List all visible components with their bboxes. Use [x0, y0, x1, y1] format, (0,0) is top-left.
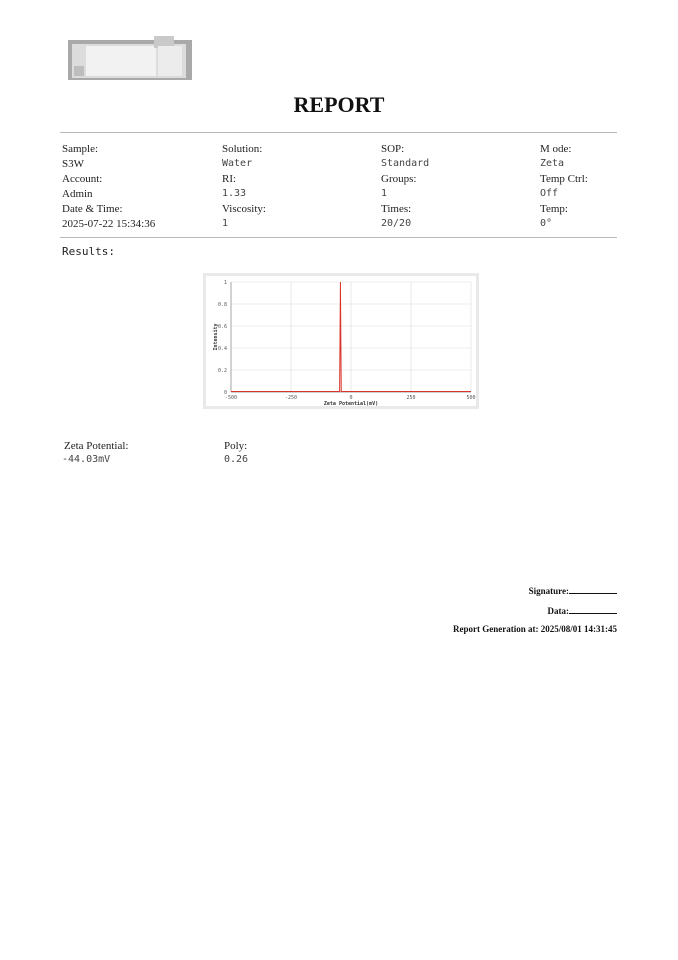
- times-label: Times:: [381, 203, 412, 215]
- temp-ctrl-value: Off: [540, 188, 559, 199]
- zeta-potential-chart: [206, 276, 476, 406]
- y-tick-label: 0.2: [217, 367, 227, 374]
- ri-label: RI:: [222, 173, 237, 185]
- temp-ctrl-label: Temp Ctrl:: [540, 173, 588, 185]
- y-tick-label: 0: [223, 389, 227, 396]
- zeta-potential-label: Zeta Potential:: [64, 440, 129, 452]
- data-blank: [569, 604, 617, 614]
- y-tick-label: 0.4: [217, 345, 227, 352]
- times-value: 20/20: [381, 218, 412, 229]
- y-axis-label: Intensity: [213, 323, 219, 351]
- x-tick-label: 250: [406, 395, 416, 401]
- bottom-divider: [60, 237, 617, 238]
- signature-blank: [569, 584, 617, 594]
- account-label: Account:: [62, 173, 103, 185]
- solution-value: Water: [222, 158, 253, 169]
- report-title: REPORT: [293, 92, 385, 117]
- temp-value: 0°: [540, 218, 553, 229]
- sop-value: Standard: [381, 158, 430, 169]
- y-tick-label: 0.8: [217, 301, 227, 308]
- top-divider: [60, 132, 617, 133]
- viscosity-value: 1: [222, 218, 229, 229]
- datetime-label: Date & Time:: [62, 203, 123, 215]
- poly-label: Poly:: [224, 440, 248, 452]
- data-line: [548, 604, 618, 616]
- report-generation-time: Report Generation at: 2025/08/01 14:31:45: [453, 624, 617, 634]
- signature-line: [529, 584, 617, 596]
- x-tick-label: -500: [224, 395, 238, 401]
- company-logo: [68, 36, 192, 80]
- viscosity-label: Viscosity:: [222, 203, 266, 215]
- y-tick-label: 1: [223, 279, 227, 286]
- x-axis-label: Zeta Potential(mV): [323, 401, 379, 406]
- data-label: Data:: [547, 606, 569, 616]
- y-tick-label: 0.6: [217, 323, 227, 330]
- x-tick-label: 500: [466, 395, 476, 401]
- groups-label: Groups:: [381, 173, 417, 185]
- sample-label: Sample:: [62, 143, 99, 155]
- poly-value: 0.26: [224, 454, 249, 465]
- x-tick-label: 0: [349, 395, 353, 401]
- x-tick-label: -250: [284, 395, 298, 401]
- account-value: Admin: [62, 188, 93, 200]
- solution-label: Solution:: [222, 143, 263, 155]
- ri-value: 1.33: [222, 188, 247, 199]
- groups-value: 1: [381, 188, 388, 199]
- temp-label: Temp:: [540, 203, 568, 215]
- zeta-potential-value: -44.03mV: [62, 454, 111, 465]
- sop-label: SOP:: [381, 143, 405, 155]
- signature-label: Signature:: [528, 586, 569, 596]
- results-heading: Results:: [62, 245, 115, 258]
- mode-label: M ode:: [540, 143, 572, 155]
- sample-value: S3W: [62, 158, 84, 170]
- zeta-chart-frame: [203, 273, 479, 409]
- mode-value: Zeta: [540, 158, 565, 169]
- datetime-value: 2025-07-22 15:34:36: [62, 218, 156, 230]
